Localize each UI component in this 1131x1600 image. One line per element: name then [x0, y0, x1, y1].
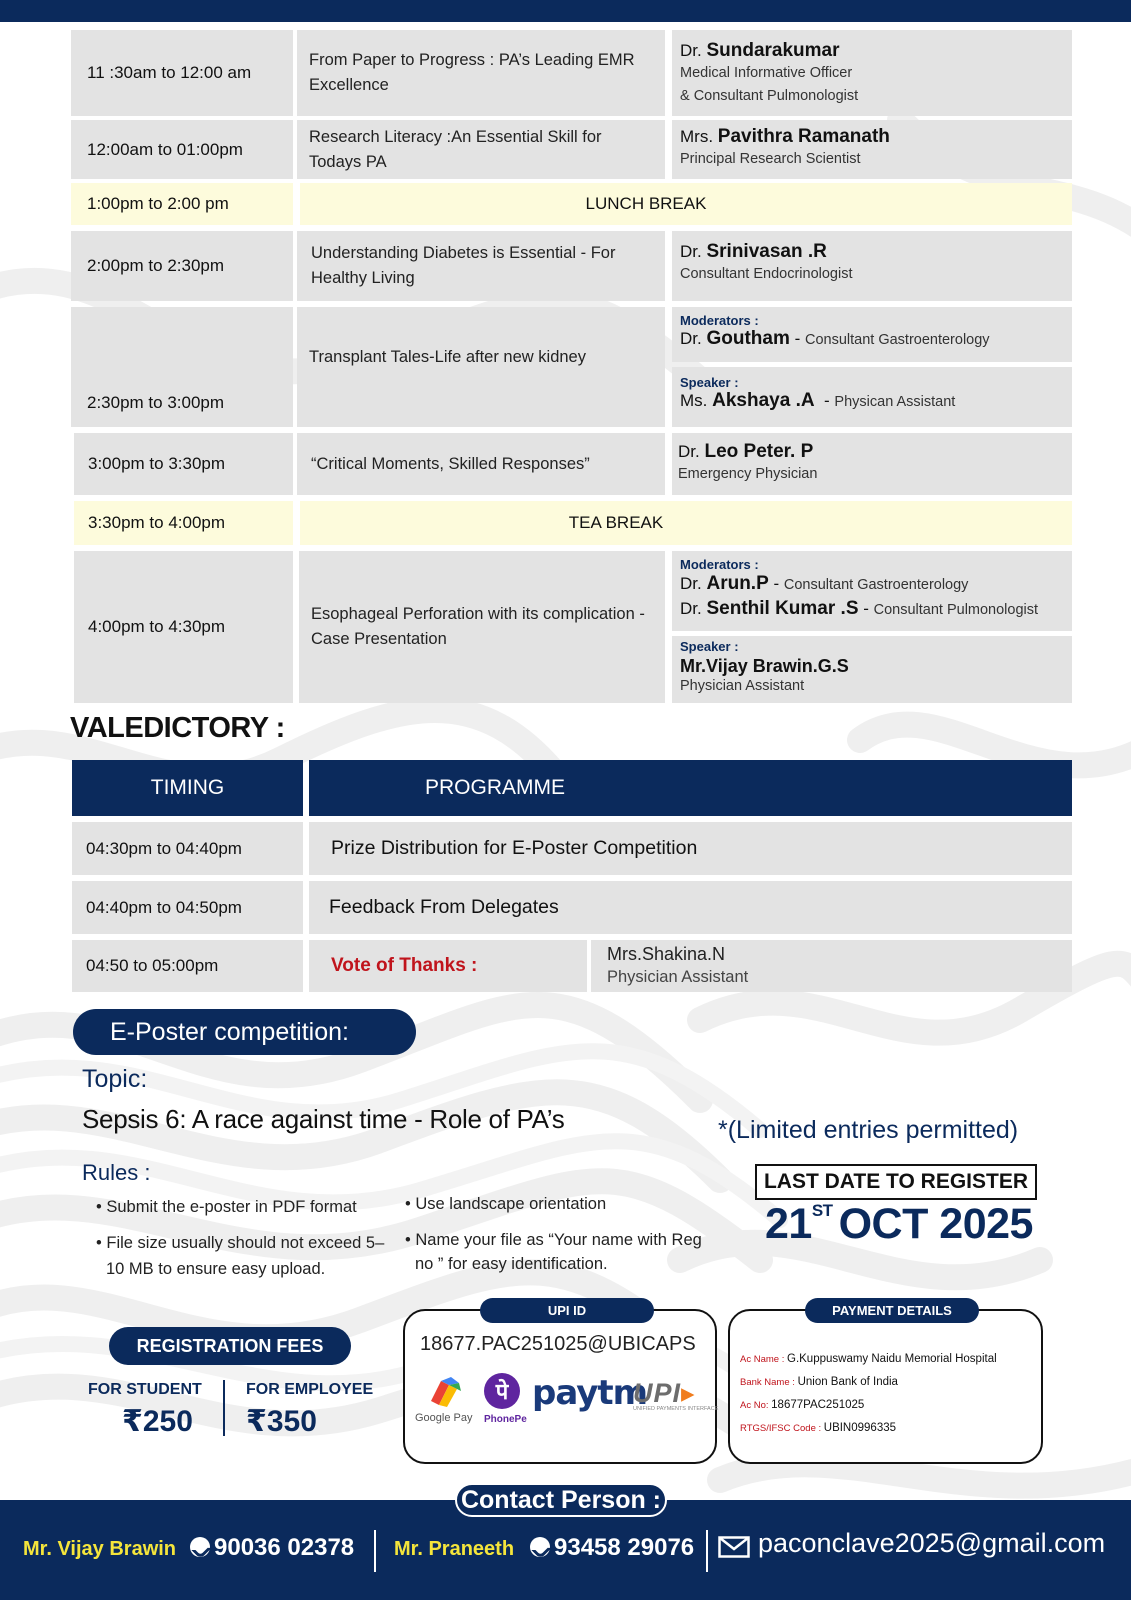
google-pay-icon	[427, 1375, 463, 1409]
speaker-prefix: Mrs.	[680, 127, 714, 146]
moderator-prefix: Dr.	[680, 574, 702, 593]
phonepe-icon: पे	[484, 1373, 520, 1409]
google-pay-label: Google Pay	[415, 1412, 473, 1424]
last-date-suffix: ST	[811, 1201, 833, 1220]
topic-label: From Paper to Progress : PA’s Leading EMR Excellence	[309, 51, 635, 94]
moderator-prefix: Dr.	[680, 329, 702, 348]
moderator-1: Dr. Arun.P - Consultant Gastroenterology	[680, 573, 969, 594]
speaker-name-text: Sundarakumar	[706, 40, 840, 61]
payment-details-pill: PAYMENT DETAILS	[805, 1298, 979, 1323]
vote-of-thanks-person	[591, 940, 1072, 992]
moderator-role: Consultant Pulmonologist	[873, 602, 1039, 618]
mail-icon	[718, 1536, 750, 1558]
footer-divider	[706, 1530, 708, 1572]
phone-icon	[530, 1537, 550, 1557]
speaker-prefix: Dr.	[680, 242, 702, 261]
registration-fees-pill: REGISTRATION FEES	[109, 1327, 351, 1365]
time-label: 12:00am to 01:00pm	[87, 139, 243, 159]
rules-right-list	[405, 1192, 705, 1276]
speaker-name: Mr.Vijay Brawin.G.S	[680, 656, 849, 676]
upi-logo: UPI▸	[633, 1378, 696, 1408]
moderator-name-text: Goutham	[706, 328, 790, 349]
speaker-name: Ms. Akshaya .A - Physican Assistant	[680, 390, 956, 411]
schedule-row-4-speaker	[672, 231, 1072, 301]
person-name: Mrs.Shakina.N	[607, 944, 726, 964]
schedule-row-6-time	[74, 433, 293, 495]
moderator-prefix: Dr.	[680, 599, 702, 618]
fee-divider	[223, 1380, 225, 1436]
time-label: 2:00pm to 2:30pm	[87, 256, 225, 275]
schedule-row-7-time	[74, 501, 293, 545]
time-label: 04:30pm to 04:40pm	[86, 838, 242, 858]
topic-label: Esophageal Perforation with its complication -Case Presentation	[311, 605, 645, 648]
moderator-role: Consultant Gastroenterology	[783, 577, 969, 593]
speaker-role-1: Consultant Endocrinologist	[680, 266, 853, 282]
phone-icon	[190, 1537, 210, 1557]
payment-details-list	[740, 1348, 997, 1440]
schedule-row-2-speaker	[672, 120, 1072, 179]
fee-student-amount: ₹250	[122, 1405, 193, 1438]
speaker-role-1: Medical Informative Officer	[680, 65, 853, 81]
speaker-name	[680, 40, 1064, 62]
rules-left-list	[96, 1194, 396, 1282]
speaker-name-text: Leo Peter. P	[704, 441, 814, 462]
vote-of-thanks-label: Vote of Thanks :	[309, 940, 587, 992]
speaker-name	[678, 441, 1066, 463]
time-label: 2:30pm to 3:00pm	[87, 393, 225, 412]
limited-entries-note: *(Limited entries permitted)	[718, 1116, 1019, 1144]
schedule-row-8-time	[74, 551, 293, 703]
moderator-name: Dr. Goutham - Consultant Gastroenterology	[680, 328, 990, 349]
moderator-name-text: Arun.P	[706, 573, 769, 594]
rule-item: • File size usually should not exceed 5–10 MB to ensure easy upload.	[96, 1234, 385, 1278]
footer-divider	[374, 1530, 376, 1572]
rule-item: • Use landscape orientation	[405, 1195, 607, 1213]
speaker-prefix: Dr.	[678, 442, 700, 461]
contact-person-pill: Contact Person :	[455, 1483, 667, 1517]
time-label: 3:30pm to 4:00pm	[88, 513, 226, 532]
speaker-role-2: & Consultant Pulmonologist	[680, 88, 859, 104]
time-label: 04:50 to 05:00pm	[86, 956, 219, 975]
time-label: 11 :30am to 12:00 am	[87, 63, 252, 82]
schedule-row-1-speaker	[672, 30, 1072, 116]
topic-label: Topic:	[82, 1065, 148, 1093]
schedule-row-5-moderator	[672, 307, 1072, 362]
valedictory-heading: VALEDICTORY :	[70, 712, 285, 744]
phonepe-label: PhonePe	[484, 1414, 527, 1425]
rule-item: • Submit the e-poster in PDF format	[96, 1198, 357, 1216]
schedule-row-5-speaker	[672, 367, 1072, 427]
moderator-2: Dr. Senthil Kumar .S - Consultant Pulmonologist	[680, 598, 1039, 619]
payment-row-ac-no: Ac No: 18677PAC251025	[740, 1399, 865, 1411]
time-label: 1:00pm to 2:00 pm	[87, 194, 229, 213]
topic-label: Research Literacy :An Essential Skill for Todays PA	[309, 127, 602, 171]
contact-email[interactable]: paconclave2025@gmail.com	[758, 1528, 1106, 1558]
topic-label: Transplant Tales-Life after new kidney	[309, 347, 586, 366]
paytm-logo: paytm	[532, 1373, 648, 1413]
last-date-value	[765, 1200, 1033, 1249]
moderators-label: Moderators :	[680, 313, 759, 328]
valedictory-row-2-time	[72, 881, 303, 934]
upi-logo-text: UPI	[633, 1378, 682, 1408]
speaker-name-text: Srinivasan .R	[706, 241, 827, 262]
tea-break-banner	[300, 501, 1072, 545]
schedule-row-5-topic	[297, 307, 665, 427]
eposter-topic: Sepsis 6: A race against time - Role of PA’s	[82, 1104, 565, 1134]
payment-row-bank-name: Bank Name : Union Bank of India	[740, 1376, 898, 1388]
contact-person-1: Mr. Vijay Brawin	[23, 1538, 177, 1560]
schedule-row-2-time	[71, 120, 293, 179]
speaker-role-1: Emergency Physician	[678, 466, 818, 482]
fee-student-label: FOR STUDENT	[88, 1381, 202, 1398]
upi-id-pill: UPI ID	[480, 1298, 654, 1323]
valedictory-row-3-time	[72, 940, 303, 992]
break-label: TEA BREAK	[568, 513, 664, 532]
schedule-row-3-time	[71, 183, 293, 225]
schedule-row-6-speaker	[672, 433, 1072, 495]
moderators-label: Moderators :	[680, 557, 759, 572]
schedule-row-1-time	[71, 30, 293, 116]
valedictory-row-2-programme: Feedback From Delegates	[309, 881, 1072, 934]
contact-phone-1	[190, 1534, 354, 1562]
moderator-role: Consultant Gastroenterology	[804, 332, 990, 348]
schedule-row-8-speaker	[672, 636, 1072, 703]
schedule-row-4-time	[71, 231, 293, 301]
speaker-name-text: Akshaya .A	[712, 390, 815, 411]
speaker-name	[680, 126, 1064, 148]
contact-phone-2	[530, 1534, 694, 1562]
phone-number[interactable]: 93458 29076	[554, 1534, 695, 1561]
break-label: LUNCH BREAK	[585, 194, 707, 213]
schedule-row-8-topic	[299, 551, 665, 703]
last-date-day: 21	[765, 1200, 812, 1248]
time-label: 3:00pm to 3:30pm	[88, 454, 226, 473]
speaker-label: Speaker :	[680, 375, 739, 390]
time-label: 4:00pm to 4:30pm	[88, 617, 226, 636]
speaker-label: Speaker :	[680, 639, 739, 654]
upi-id-value: 18677.PAC251025@UBICAPS	[420, 1333, 696, 1355]
payment-row-ac-name: Ac Name : G.Kuppuswamy Naidu Memorial Hospital	[740, 1353, 997, 1365]
eposter-pill: E-Poster competition:	[73, 1009, 416, 1055]
person-role: Physician Assistant	[607, 968, 749, 986]
rule-item: • Name your file as “Your name with Reg no ” for easy identification.	[405, 1231, 702, 1273]
last-date-label: LAST DATE TO REGISTER	[755, 1164, 1037, 1200]
speaker-name-text: Pavithra Ramanath	[717, 126, 890, 147]
speaker-role-1: Principal Research Scientist	[680, 151, 861, 167]
payment-row-ifsc: RTGS/IFSC Code : UBIN0996335	[740, 1422, 897, 1434]
speaker-prefix: Dr.	[680, 41, 702, 60]
schedule-row-4-topic	[297, 231, 665, 301]
speaker-prefix: Ms.	[680, 391, 708, 410]
schedule-row-8-moderators	[672, 551, 1072, 631]
schedule-row-2-topic	[297, 120, 665, 179]
speaker-role: Physician Assistant	[680, 678, 805, 694]
fee-employee-amount: ₹350	[246, 1405, 317, 1438]
speaker-name	[680, 241, 1064, 263]
phone-number[interactable]: 90036 02378	[214, 1534, 355, 1561]
rules-label: Rules :	[82, 1160, 151, 1185]
moderator-name-text: Senthil Kumar .S	[706, 598, 859, 619]
upi-sub-label: UNIFIED PAYMENTS INTERFACE	[633, 1406, 719, 1412]
last-date-rest: OCT 2025	[838, 1200, 1033, 1248]
speaker-role: Physican Assistant	[834, 394, 956, 410]
lunch-break-banner	[300, 183, 1072, 225]
fee-employee-label: FOR EMPLOYEE	[246, 1381, 374, 1398]
schedule-row-5-time	[71, 307, 293, 427]
contact-person-2: Mr. Praneeth	[394, 1538, 515, 1560]
topic-label: Understanding Diabetes is Essential - For Healthy Living	[311, 244, 616, 287]
time-label: 04:40pm to 04:50pm	[86, 897, 242, 917]
valedictory-header-timing: TIMING	[72, 760, 303, 816]
valedictory-row-1-programme: Prize Distribution for E-Poster Competition	[309, 822, 1072, 875]
valedictory-header-programme: PROGRAMME	[309, 760, 1072, 816]
top-banner-bar	[0, 0, 1131, 22]
topic-label: “Critical Moments, Skilled Responses”	[311, 454, 590, 473]
schedule-row-6-topic	[297, 433, 665, 495]
valedictory-row-1-time	[72, 822, 303, 875]
schedule-row-1-topic	[297, 30, 665, 116]
